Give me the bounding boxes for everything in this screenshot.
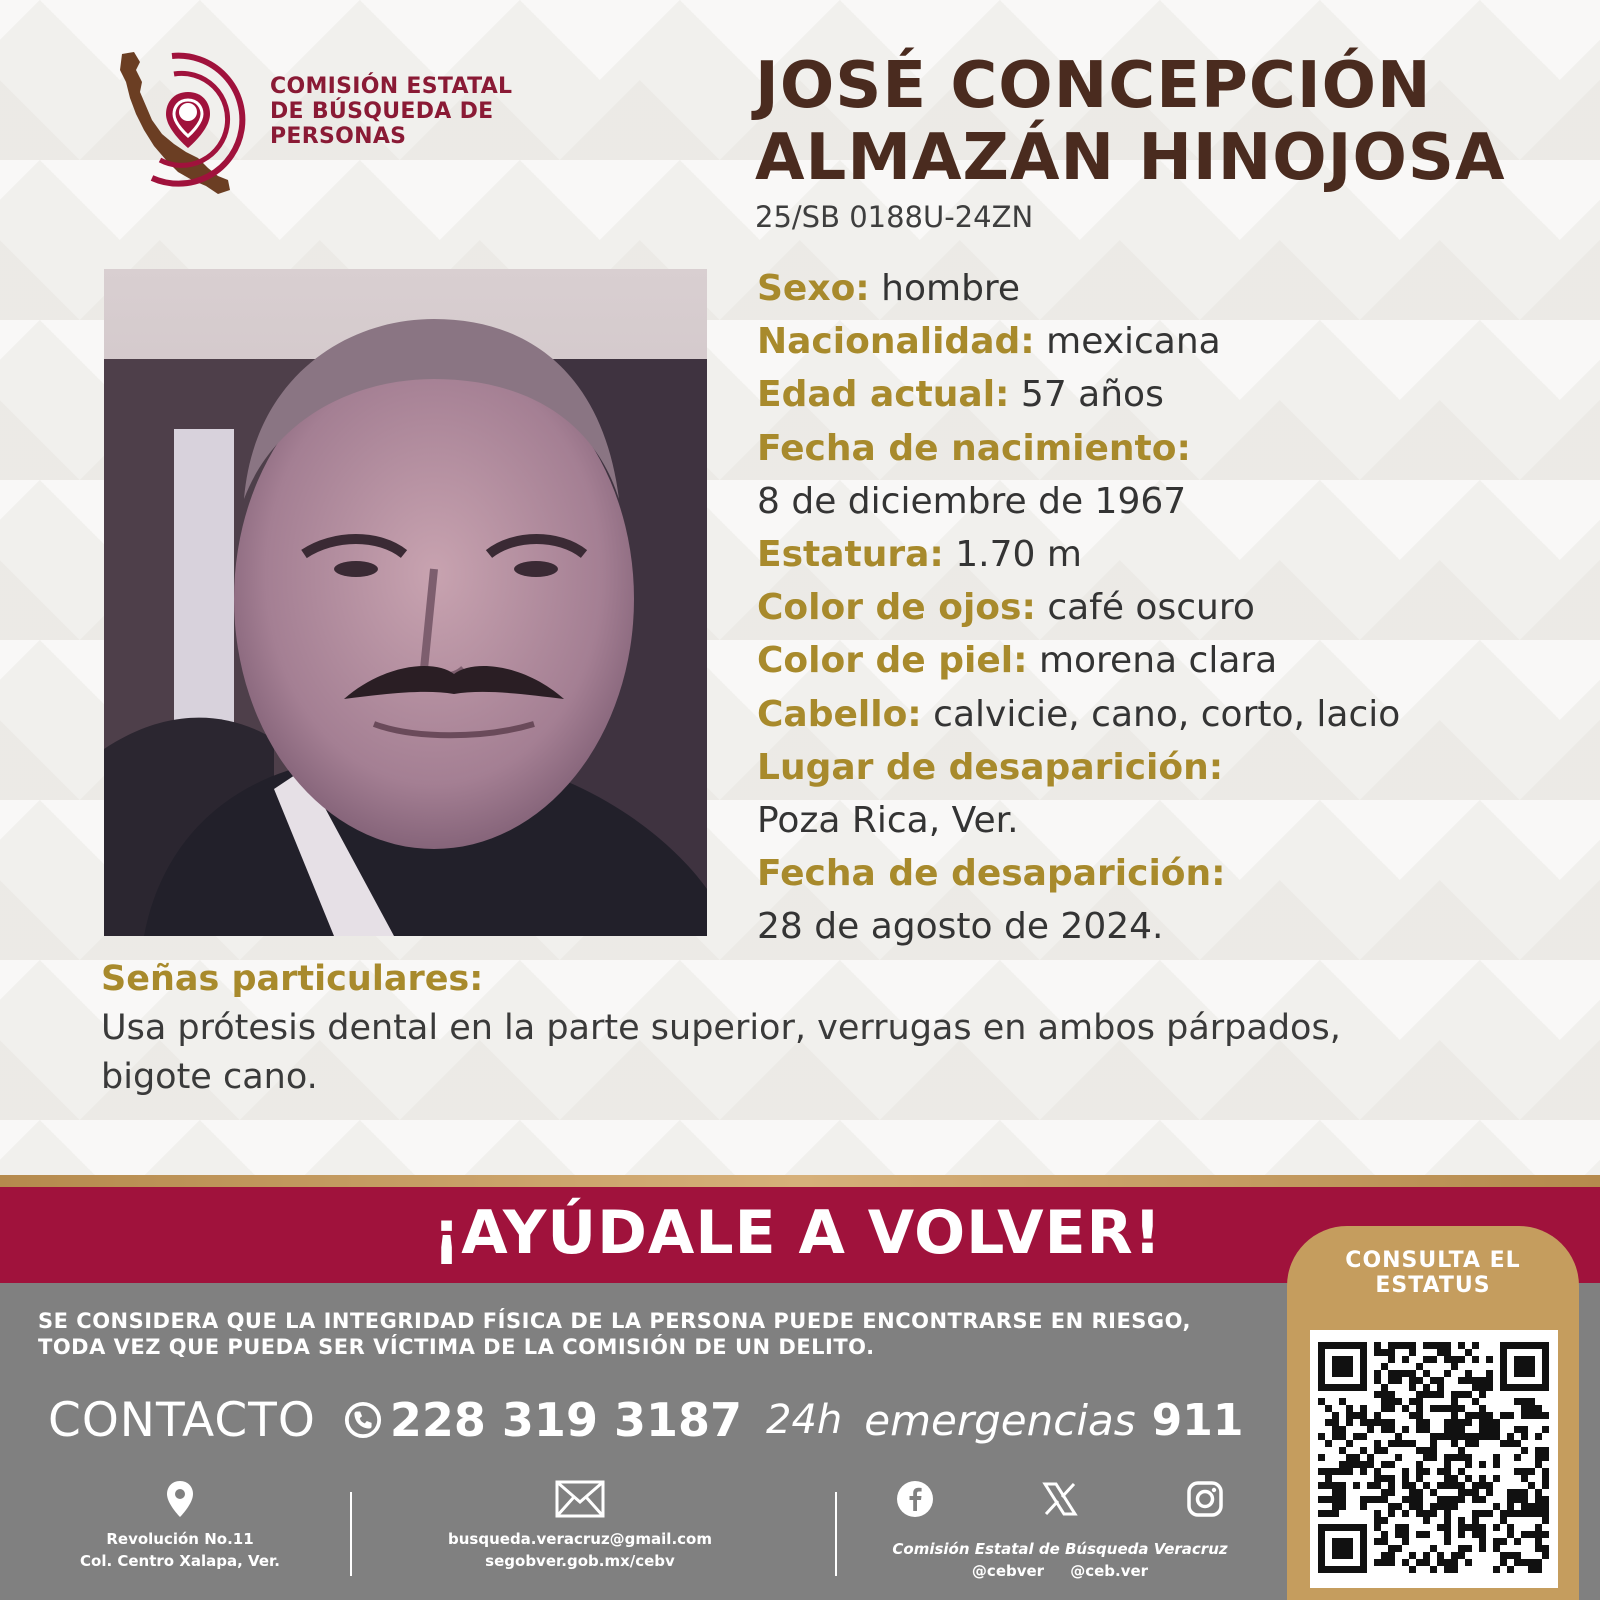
footer-address xyxy=(60,1480,300,1572)
qr-title xyxy=(1287,1248,1579,1298)
instagram-icon[interactable] xyxy=(1186,1480,1224,1518)
detail-cabello xyxy=(757,688,1597,741)
detail-lugar-label xyxy=(757,741,1597,794)
phone-icon xyxy=(344,1401,382,1439)
social-handle-1[interactable]: @cebver xyxy=(971,1562,1045,1580)
detail-label: Nacionalidad: xyxy=(757,321,1035,363)
social-handle-2[interactable]: @ceb.ver xyxy=(1070,1562,1149,1580)
detail-nacimiento-label xyxy=(757,422,1597,475)
emergency-number[interactable]: 911 xyxy=(1151,1394,1244,1446)
risk-notice xyxy=(38,1308,1278,1360)
social-account-name: Comisión Estatal de Búsqueda Veracruz xyxy=(892,1540,1228,1558)
detail-value: 1.70 m xyxy=(955,534,1082,576)
senas-label: Señas particulares: xyxy=(101,959,484,999)
x-icon[interactable] xyxy=(1041,1480,1079,1518)
qr-finder-pattern xyxy=(1332,1538,1353,1559)
website-link[interactable]: segobver.gob.mx/cebv xyxy=(485,1552,675,1570)
detail-piel xyxy=(757,634,1597,687)
contact-phone[interactable]: 228 319 3187 xyxy=(389,1393,742,1447)
detail-value: 57 años xyxy=(1020,374,1164,416)
risk-line-1: SE CONSIDERA QUE LA INTEGRIDAD FÍSICA DE LA PERSONA PUEDE ENCONTRARSE EN RIESGO, xyxy=(38,1309,1192,1333)
person-details xyxy=(757,262,1597,954)
logo-line-1: COMISIÓN ESTATAL xyxy=(270,74,513,99)
detail-label: Sexo: xyxy=(757,268,870,309)
qr-finder-pattern xyxy=(1514,1356,1535,1377)
detail-ojos xyxy=(757,581,1597,634)
detail-label: Lugar de desaparición: xyxy=(757,746,1224,788)
detail-value: morena clara xyxy=(1038,640,1278,682)
contact-row xyxy=(48,1390,1243,1450)
contact-hours: 24h xyxy=(766,1397,843,1443)
detail-label: Estatura: xyxy=(757,534,944,576)
logo-line-2: DE BÚSQUEDA DE xyxy=(270,99,494,124)
detail-label: Edad actual: xyxy=(757,374,1010,416)
detail-value: 8 de diciembre de 1967 xyxy=(757,480,1187,522)
footer-separator xyxy=(350,1492,352,1576)
detail-label: Color de ojos: xyxy=(757,587,1036,629)
senas-line-2: bigote cano. xyxy=(101,1057,318,1097)
veracruz-map-location-pin-icon xyxy=(112,48,262,198)
qr-code-graphic[interactable] xyxy=(1310,1330,1558,1588)
address-line-2: Col. Centro Xalapa, Ver. xyxy=(80,1552,280,1570)
detail-fecha-value xyxy=(757,900,1597,953)
detail-nacionalidad xyxy=(757,315,1597,368)
qr-code[interactable] xyxy=(1310,1330,1558,1588)
detail-label: Cabello: xyxy=(757,693,922,735)
mail-icon xyxy=(555,1480,605,1518)
social-handles xyxy=(850,1560,1270,1582)
person-name-line-2: ALMAZÁN HINOJOSA xyxy=(755,121,1506,195)
senas-line-1: Usa prótesis dental en la parte superior, verrugas en ambos párpados, xyxy=(101,1008,1341,1048)
person-photo xyxy=(104,269,707,936)
logo-line-3: PERSONAS xyxy=(270,124,407,149)
qr-title-line-1: CONSULTA EL xyxy=(1345,1248,1521,1273)
detail-value: hombre xyxy=(881,268,1021,309)
banner-title: ¡AYÚDALE A VOLVER! xyxy=(432,1198,1163,1268)
detail-value: Poza Rica, Ver. xyxy=(757,800,1019,842)
detail-value: café oscuro xyxy=(1047,587,1255,629)
address-line-1: Revolución No.11 xyxy=(106,1530,254,1548)
social-icons xyxy=(850,1480,1270,1528)
detail-lugar-value xyxy=(757,794,1597,847)
qr-title-line-2: ESTATUS xyxy=(1375,1273,1491,1298)
detail-label: Fecha de nacimiento: xyxy=(757,427,1191,469)
case-folio: 25/SB 0188U-24ZN xyxy=(755,200,1034,234)
footer-email xyxy=(410,1480,750,1572)
commission-logo xyxy=(112,48,532,198)
detail-label: Color de piel: xyxy=(757,640,1028,682)
detail-fecha-label xyxy=(757,847,1597,900)
detail-edad xyxy=(757,368,1597,421)
distinguishing-marks xyxy=(101,955,1541,1102)
detail-value: 28 de agosto de 2024. xyxy=(757,906,1164,948)
detail-nacimiento-value xyxy=(757,475,1597,528)
logo-text xyxy=(270,74,512,149)
detail-label: Fecha de desaparición: xyxy=(757,853,1226,895)
risk-line-2: TODA VEZ QUE PUEDA SER VÍCTIMA DE LA COMISIÓN DE UN DELITO. xyxy=(38,1335,875,1359)
person-name-line-1: JOSÉ CONCEPCIÓN xyxy=(755,49,1432,123)
detail-value: calvicie, cano, corto, lacio xyxy=(933,693,1401,735)
footer-separator xyxy=(835,1492,837,1576)
detail-value: mexicana xyxy=(1046,321,1221,363)
contact-label: CONTACTO xyxy=(48,1392,316,1448)
person-name xyxy=(755,50,1585,194)
footer-social xyxy=(850,1480,1270,1582)
location-pin-icon xyxy=(165,1480,195,1518)
detail-estatura xyxy=(757,528,1597,581)
qr-finder-pattern xyxy=(1332,1356,1353,1377)
emergency-label: emergencias xyxy=(864,1395,1136,1445)
email-link[interactable]: busqueda.veracruz@gmail.com xyxy=(448,1530,712,1548)
gold-divider xyxy=(0,1175,1600,1187)
detail-sexo xyxy=(757,262,1597,315)
facebook-icon[interactable] xyxy=(896,1480,934,1518)
